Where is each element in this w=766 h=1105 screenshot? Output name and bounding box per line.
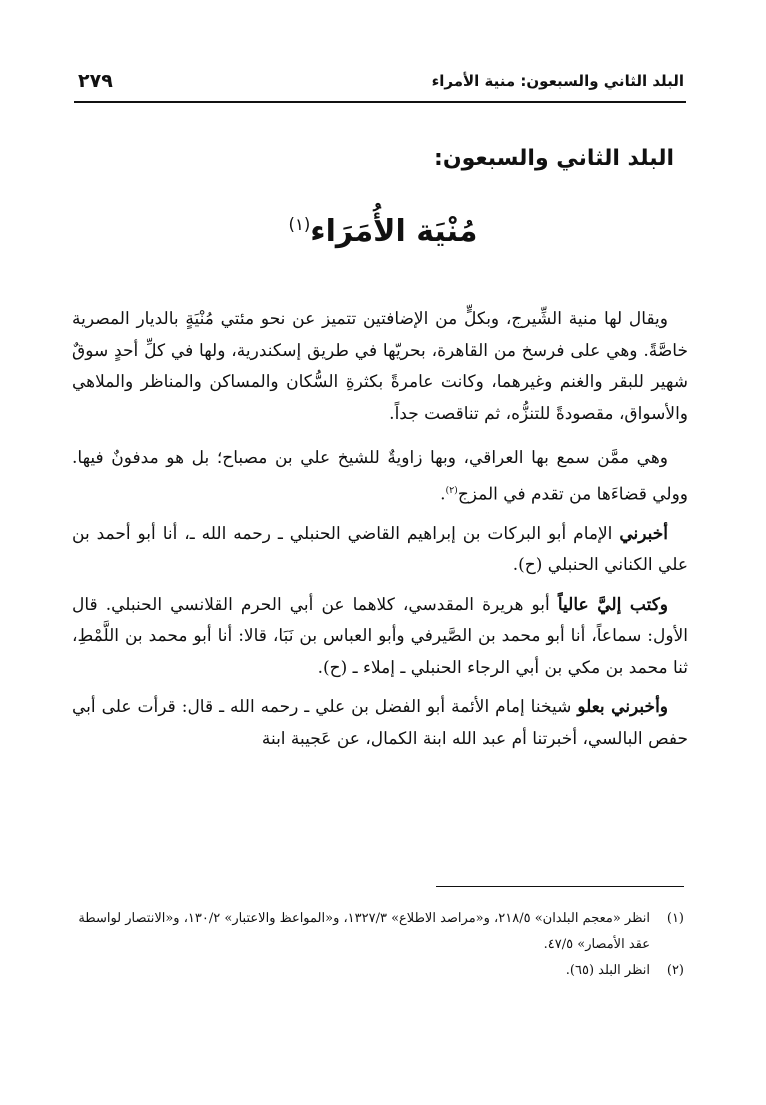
paragraph-text: أبو هريرة المقدسي، كلاهما عن أبي الحرم القلانسي الحنبلي. قال الأول: سماعاً، أنا أبو محمد بن الصَّيرفي وأبو العباس بن نَبَا، قالا: أنا أبو محمد بن اللَّمْطِ، ثنا محمد بن مكي بن أبي الرجاء الحنبلي ـ إملاء ـ (ح). <box>72 594 688 678</box>
footnote-number: (٢) <box>666 963 684 978</box>
footnote-text: انظر «معجم البلدان» ٢١٨/٥، و«مراصد الاطلاع» ١٣٢٧/٣، و«المواعظ والاعتبار» ١٣٠/٢، و«الانتصار لواسطة عقد الأمصار» ٤٧/٥. <box>78 911 650 952</box>
footnote-number: (١) <box>666 911 684 926</box>
paragraph-text: شيخنا إمام الأئمة أبو الفضل بن علي ـ رحمه الله ـ قال: قرأت على أبي حفص البالسي، أخبرتنا أم عبد الله ابنة الكمال، عن عَجيبة ابنة <box>72 697 688 749</box>
footnote <box>74 958 684 984</box>
page-number: ٢٧٩ <box>78 70 113 92</box>
running-title: البلد الثاني والسبعون: منية الأمراء <box>431 72 684 90</box>
footnote <box>74 906 684 958</box>
header-divider <box>74 101 686 103</box>
footnote-text: انظر البلد (٦٥). <box>565 963 650 978</box>
paragraph-text: الإمام أبو البركات بن إبراهيم القاضي الحنبلي ـ رحمه الله ـ، أنا أبو أحمد بن علي الكناني الحنبلي (ح). <box>72 523 688 576</box>
chapter-title-text: مُنْيَة الأُمَرَاء <box>310 214 478 249</box>
paragraph-lead: وأخبرني بعلو <box>577 697 668 718</box>
paragraph <box>72 519 688 582</box>
chapter-title <box>0 214 766 249</box>
paragraph <box>72 692 688 755</box>
paragraph-text: وهي ممَّن سمع بها العراقي، وبها زاويةٌ للشيخ علي بن مصباح؛ بل هو مدفونٌ فيها. وولي قضاءَها من تقدم في المزج <box>72 448 688 505</box>
paragraph-tail: . <box>440 484 446 505</box>
paragraph <box>72 304 688 430</box>
footnote-ref: (٢) <box>445 484 458 496</box>
footnotes <box>74 906 684 984</box>
paragraph <box>72 590 688 685</box>
footnote-divider <box>436 886 684 887</box>
running-header <box>78 70 684 100</box>
chapter-footnote-ref: (١) <box>288 215 311 234</box>
paragraph-text: ويقال لها منية الشِّيرج، وبكلٍّ من الإضافتين تتميز عن نحو مئتي مُنْيَةٍ بالديار المصرية خاصَّةً. وهي على فرسخ من القاهرة، بحريّها في طريق إسكندرية، ولها في كلِّ أحدٍ سوقٌ شهير للبقر والغنم وغيرهما، وكانت عامرةً بكثرةِ السُّكان والمساكن والمناظر والملاهي والأسواق، مقصودةً للتنزُّه، ثم تناقصت جداً. <box>72 309 688 424</box>
paragraph-lead: وكتب إليَّ عالياً <box>557 594 668 615</box>
section-heading: البلد الثاني والسبعون: <box>434 146 674 171</box>
paragraph-lead: أخبرني <box>619 523 668 544</box>
body-text <box>72 304 688 768</box>
paragraph <box>72 443 688 511</box>
